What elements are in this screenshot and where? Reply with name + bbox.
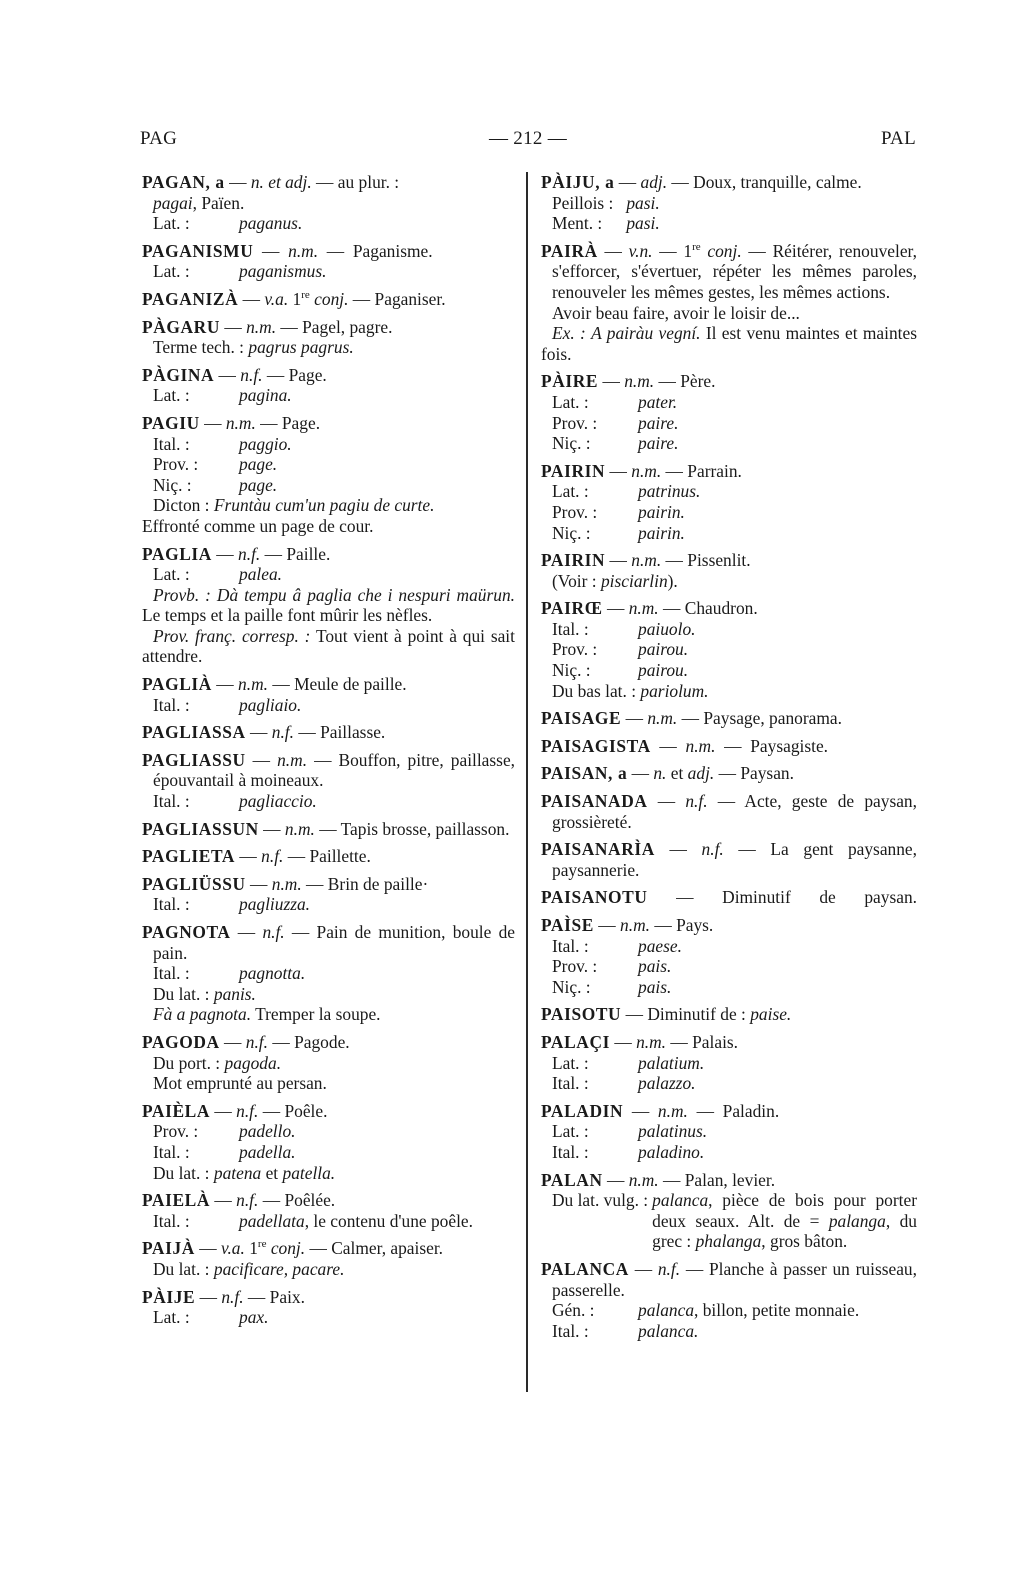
headword: PÀIJE [142, 1286, 196, 1307]
dictionary-entry: PAGLIA — n.f. — Paille. Lat. : palea. Provb. : Dà tempu â paglia che i nespuri maürun. Le temps et la paille font mûrir les nèfles. Prov. franç. corresp. : Tout vient à point à qui sait attendre. [142, 543, 516, 667]
headword: PAISANARÌA [541, 839, 655, 860]
headword: PAIRŒ [541, 598, 603, 619]
dictionary-entry: PAIELÀ — n.f. — Poêlée. Ital. : padellata, le contenu d'une poêle. [142, 1190, 473, 1231]
headword: PÀIJU, a [541, 172, 615, 192]
right-column [541, 172, 917, 1348]
headword: PAISAGE [541, 708, 622, 729]
headword: PAGANISMU [142, 240, 254, 261]
headword: PAGLIASSUN [142, 818, 259, 839]
dictionary-entry: PAGNOTA — n.f. — Pain de munition, boule de pain. Ital. : pagnotta. Du lat. : panis. Fà a pagnota. Tremper la soupe. [142, 922, 515, 1025]
dictionary-entry: PAGODA — n.f. — Pagode. Du port. : pagoda. Mot emprunté au persan. [142, 1031, 350, 1094]
headword: PAIJÀ [142, 1238, 195, 1259]
dictionary-entry: PAGANIZÀ — v.a. 1re conj. — Paganiser. [142, 288, 446, 309]
dictionary-entry: PAGLIÀ — n.m. — Meule de paille. Ital. : pagliaio. [142, 674, 407, 715]
dictionary-entry: PAISANARÌA — n.f. — La gent paysanne, paysannerie. [541, 839, 917, 880]
dictionary-entry: PAIRIN — n.m. — Pissenlit. (Voir : pisciarlin). [541, 550, 751, 591]
dictionary-entry: PAISAN, a — n. et adj. — Paysan. [541, 763, 794, 784]
dictionary-entry: PÀIJU, a — adj. — Doux, tranquille, calme. Peillois : pasi. Ment. : pasi. [541, 172, 862, 234]
headword: PAGIU [142, 412, 200, 433]
headword: PAÌSE [541, 915, 594, 935]
headword: PAIRÀ [541, 240, 598, 261]
headword: PÀIRE [541, 371, 599, 392]
column-divider [526, 172, 528, 1392]
dictionary-entry: PALADIN — n.m. — Paladin. Lat. : palatinus. Ital. : paladino. [541, 1100, 780, 1162]
dictionary-entry: PAIÈLA — n.f. — Poêle. Prov. : padello. Ital. : padella. Du lat. : patena et patella. [142, 1100, 336, 1183]
running-head-right: PAL [880, 128, 916, 149]
dictionary-entry: PAIRÀ — v.n. — 1re conj. — Réitérer, renouveler, s'efforcer, s'évertuer, répéter les mêmes paroles, renouveler les mêmes gestes, les mêmes actions. Avoir beau faire, avoir le loisir de... Ex. : A pairàu vegní. Il est venu maintes et maintes fois. [541, 240, 917, 364]
dictionary-entry: PALANCA — n.f. — Planche à passer un ruisseau, passerelle. Gén. : palanca, billon, petite monnaie. Ital. : palanca. [541, 1258, 917, 1341]
dictionary-entry: PAIJÀ — v.a. 1re conj. — Calmer, apaiser. Du lat. : pacificare, pacare. [142, 1238, 444, 1279]
headword: PAGAN, a [142, 172, 225, 192]
dictionary-entry: PAÌSE — n.m. — Pays. Ital. : paese. Prov. : pais. Niç. : pais. [541, 915, 714, 997]
dictionary-entry: PAGLIÜSSU — n.m. — Brin de paille· Ital. : pagliuzza. [142, 873, 429, 915]
page-number: — 212 — [488, 128, 568, 149]
dictionary-entry: PÀGINA — n.f. — Page. Lat. : pagina. [142, 364, 327, 406]
dictionary-entry: PÀGARU — n.m. — Pagel, pagre. Terme tech. : pagrus pagrus. [142, 316, 393, 358]
dictionary-entry: PAISOTU — Diminutif de : paise. [541, 1004, 792, 1025]
headword: PALAN [541, 1169, 603, 1190]
dictionary-entry: PAGIU — n.m. — Page. Ital. : paggio. Prov. : page. Niç. : page. Dicton : Fruntàu cum'un pagiu de curte. Effronté comme un page de cour. [142, 412, 435, 536]
headword: PAGLIASSA [142, 722, 246, 743]
headword: PAIRIN [541, 550, 606, 571]
dictionary-entry: PALAN — n.m. — Palan, levier. Du lat. vulg. : palanca, pièce de bois pour porter deux seaux. Alt. de = palanga, du grec : phalanga, gros bâton. [541, 1169, 917, 1252]
dictionary-entry: PAGAN, a — n. et adj. — au plur. : pagai, Païen. Lat. : paganus. [142, 172, 400, 234]
headword: PAGLIETA [142, 846, 236, 867]
dictionary-entry: PÀIRE — n.m. — Père. Lat. : pater. Prov. : paire. Niç. : paire. [541, 371, 716, 454]
dictionary-entry: PÀIJE — n.f. — Paix. Lat. : pax. [142, 1286, 305, 1328]
headword: PAISAGISTA [541, 735, 651, 756]
dictionary-entry: PAISANOTU — Diminutif de paysan. [541, 887, 917, 908]
dictionary-entry: PAGLIASSUN — n.m. — Tapis brosse, paillasson. [142, 818, 510, 839]
headword: PALANCA [541, 1258, 629, 1279]
headword: PAGLIASSU [142, 749, 246, 770]
headword: PÀGARU [142, 316, 220, 337]
headword: PAIELÀ [142, 1190, 211, 1211]
headword: PAGLIÀ [142, 674, 212, 695]
headword: PÀGINA [142, 364, 215, 385]
headword: PAISOTU [541, 1004, 622, 1025]
headword: PAGODA [142, 1031, 220, 1052]
dictionary-entry: PAISANADA — n.f. — Acte, geste de paysan, grossièreté. [541, 791, 917, 832]
left-column [142, 172, 515, 1335]
dictionary-entry: PAGLIETA — n.f. — Paillette. [142, 846, 371, 867]
headword: PAIÈLA [142, 1100, 211, 1121]
dictionary-entry: PAISAGE — n.m. — Paysage, panorama. [541, 708, 842, 729]
dictionary-entry: PAIRIN — n.m. — Parrain. Lat. : patrinus. Prov. : pairin. Niç. : pairin. [541, 460, 742, 543]
headword: PAGLIA [142, 543, 212, 564]
headword: PAISANOTU [541, 887, 648, 908]
dictionary-entry: PAISAGISTA — n.m. — Paysagiste. [541, 735, 829, 756]
dictionary-entry: PAGLIASSU — n.m. — Bouffon, pitre, paillasse, épouvantail à moineaux. Ital. : pagliaccio. [142, 749, 516, 812]
dictionary-entry: PAGLIASSA — n.f. — Paillasse. [142, 722, 386, 743]
dictionary-entry: PAGANISMU — n.m. — Paganisme. Lat. : paganismus. [142, 240, 433, 282]
headword: PALADIN [541, 1100, 624, 1121]
headword: PAISANADA [541, 791, 648, 812]
headword: PAGANIZÀ [142, 288, 239, 309]
headword: PAGNOTA [142, 922, 231, 942]
headword: PAIRIN [541, 460, 606, 481]
headword: PALAÇI [541, 1031, 610, 1052]
dictionary-entry: PAIRŒ — n.m. — Chaudron. Ital. : paiuolo. Prov. : pairou. Niç. : pairou. Du bas lat. : pariolum. [541, 598, 758, 701]
running-head-left: PAG [140, 128, 178, 149]
dictionary-entry: PALAÇI — n.m. — Palais. Lat. : palatium. Ital. : palazzo. [541, 1031, 739, 1094]
running-head [140, 128, 916, 154]
headword: PAGLIÜSSU [142, 873, 246, 894]
headword: PAISAN, a [541, 763, 628, 784]
